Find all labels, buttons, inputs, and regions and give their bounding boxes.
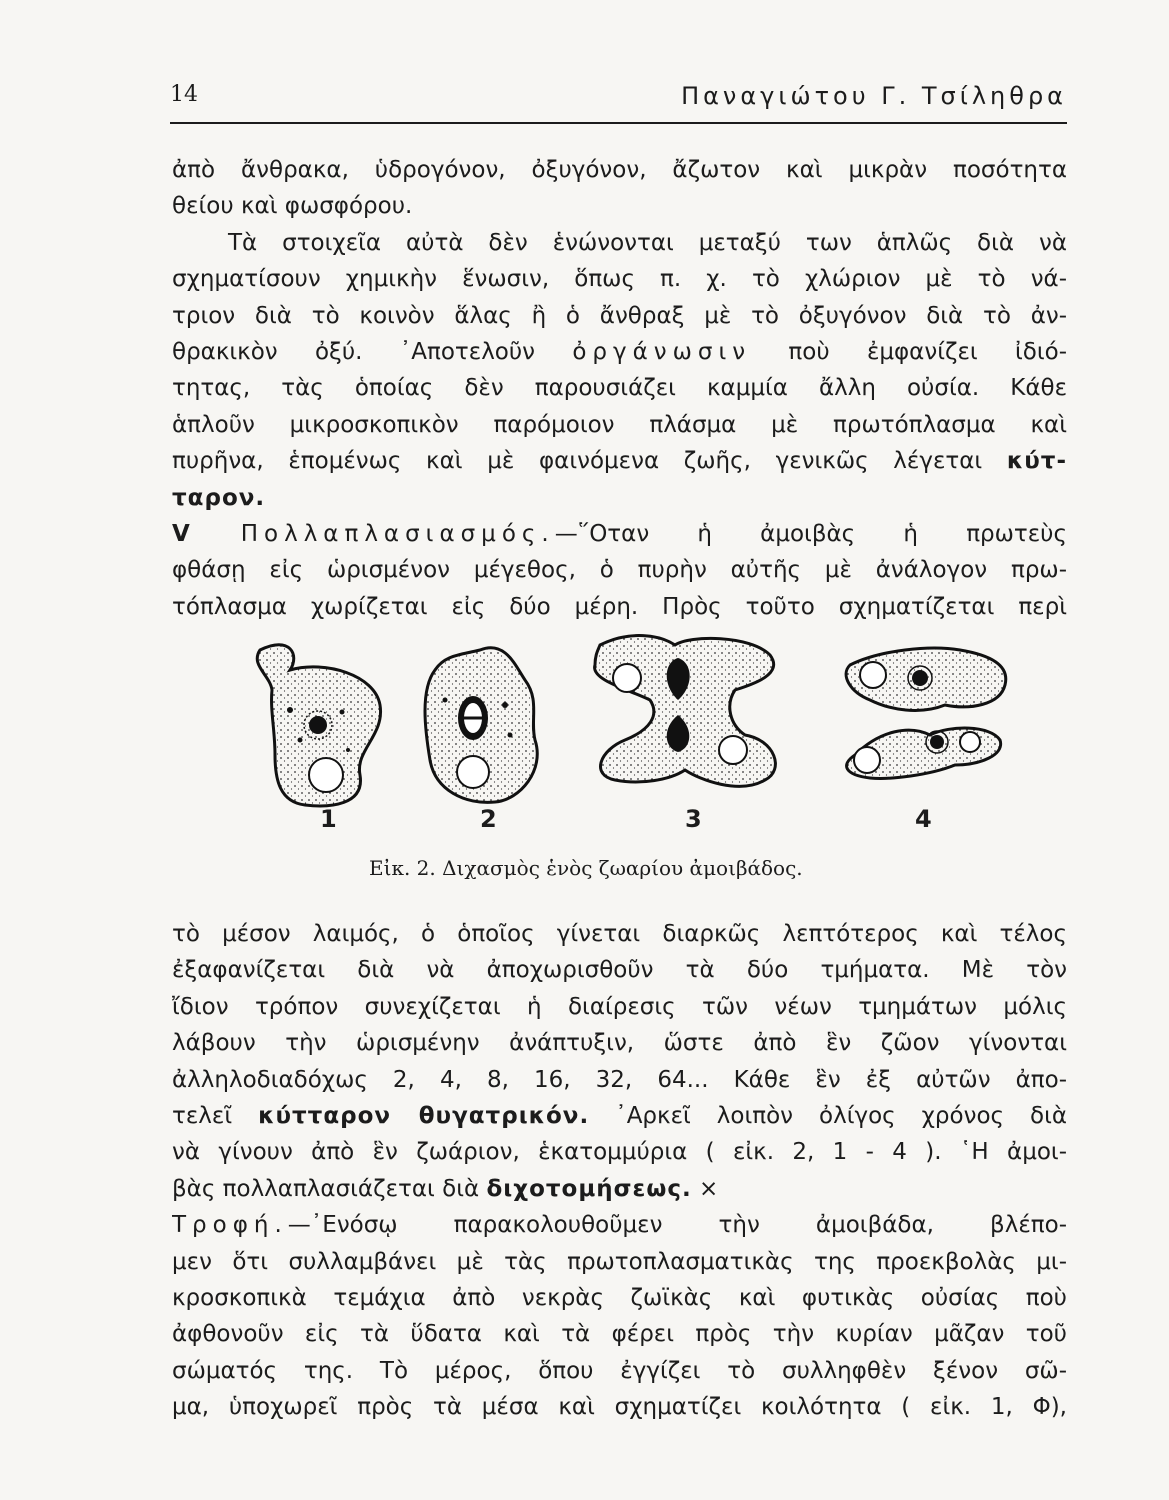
figure-illustration — [230, 630, 1030, 840]
page-number: 14 — [170, 82, 198, 107]
text-line: φθάσῃ εἰς ὡρισμένον μέγεθος, ὁ πυρὴν αὐτῆς μὲ ἀνάλογον πρω- — [172, 557, 1067, 584]
text-line — [172, 1098, 1067, 1134]
body-text-bottom — [172, 916, 1067, 1425]
text-segment: ᾿Αρκεῖ λοιπὸν ὀλίγος χρόνος διὰ — [615, 1102, 1067, 1129]
text-line: ἀφθονοῦν εἰς τὰ ὕδατα καὶ τὰ φέρει πρὸς τὴν κυρίαν μᾶζαν τοῦ — [172, 1321, 1067, 1348]
text-segment: ποὺ ἐμφανίζει ἰδιό- — [788, 338, 1067, 365]
figure-caption: Εἰκ. 2. Διχασμὸς ἑνὸς ζωαρίου ἀμοιβάδος. — [369, 856, 803, 880]
amoeba-stage-1 — [257, 645, 380, 806]
text-line: τὸ μέσον λαιμός, ὁ ὁποῖος γίνεται διαρκῶς λεπτότερος καὶ τέλος — [172, 921, 1067, 947]
text-line: σώματός της. Τὸ μέρος, ὅπου ἐγγίζει τὸ συλληφθὲν ξένον σῶ- — [172, 1357, 1067, 1384]
figure-label-3: 3 — [685, 805, 702, 833]
margin-mark: Ⅴ — [172, 520, 231, 547]
text-segment: —῞Οταν ἡ ἀμοιβὰς ἡ πρωτεὺς — [554, 520, 1067, 547]
bold-term-daughter-cell: κύτταρον θυγατρικόν. — [258, 1102, 590, 1129]
page-header — [170, 80, 1067, 120]
text-line — [172, 1171, 1067, 1207]
amoeba-stage-3 — [595, 636, 776, 787]
text-line: τητας, τὰς ὁποίας δὲν παρουσιάζει καμμία ἄλλη οὐσία. Κάθε — [172, 375, 1067, 402]
text-line: νὰ γίνουν ἀπὸ ἓν ζωάριον, ἑκατομμύρια ( εἰκ. 2, 1 - 4 ). ῾Η ἀμοι- — [172, 1139, 1067, 1166]
amoeba-stage-4-lower — [847, 728, 1001, 778]
margin-mark-cross: × — [699, 1175, 719, 1202]
text-line: κροσκοπικὰ τεμάχια ἀπὸ νεκρὰς ζωϊκὰς καὶ φυτικὰς οὐσίας ποὺ — [172, 1284, 1067, 1311]
text-line: ἀπὸ ἄνθρακα, ὑδρογόνον, ὀξυγόνον, ἄζωτον καὶ μικρὰν ποσότητα — [172, 157, 1067, 183]
text-line: μεν ὅτι συλλαμβάνει μὲ τὰς πρωτοπλασματικὰς της προεκβολὰς μι- — [172, 1248, 1067, 1275]
header-rule — [170, 122, 1067, 124]
section-heading-nutrition: Τροφή. — [172, 1212, 288, 1239]
section-heading-multiplication: Πολλαπλασιασμός. — [240, 520, 555, 547]
text-line: ἴδιον τρόπον συνεχίζεται ἡ διαίρεσις τῶν νέων τμημάτων μόλις — [172, 993, 1067, 1020]
text-line: μα, ὑποχωρεῖ πρὸς τὰ μέσα καὶ σχηματίζει κοιλότητα ( εἰκ. 1, Φ), — [172, 1394, 1067, 1421]
emphasis-organosis: ὀργάνωσιν — [572, 338, 752, 365]
text-segment: βὰς πολλαπλασιάζεται διὰ — [172, 1175, 480, 1202]
amoeba-stage-4-upper — [846, 648, 1006, 710]
text-line — [172, 334, 1067, 370]
text-segment: θρακικὸν ὀξύ. ᾿Αποτελοῦν — [172, 338, 536, 365]
bold-term-kyttaron-end: ταρον. — [172, 484, 266, 511]
text-line — [172, 480, 1067, 516]
text-line: θείου καὶ φωσφόρου. — [172, 193, 413, 220]
bold-term-kyttaron: κύτ- — [1006, 448, 1067, 475]
text-line: τόπλασμα χωρίζεται εἰς δύο μέρη. Πρὸς τοῦτο σχηματίζεται περὶ — [172, 593, 1067, 620]
amoeba-division-figure — [230, 630, 1030, 840]
text-segment: —᾿Ενόσῳ παρακολουθοῦμεν τὴν ἀμοιβάδα, βλέπο- — [287, 1212, 1067, 1239]
text-line: λάβουν τὴν ὡρισμένην ἀνάπτυξιν, ὥστε ἀπὸ ἓν ζῶον γίνονται — [172, 1030, 1067, 1057]
figure-label-4: 4 — [915, 805, 932, 833]
text-line: τριον διὰ τὸ κοινὸν ἅλας ἢ ὁ ἄνθραξ μὲ τὸ ὀξυγόνον διὰ τὸ ἀν- — [172, 302, 1067, 329]
text-line: ἀλληλοδιαδόχως 2, 4, 8, 16, 32, 64... Κάθε ἓν ἐξ αὐτῶν ἀπο- — [172, 1066, 1067, 1093]
figure-label-2: 2 — [480, 805, 497, 833]
text-line: ἁπλοῦν μικροσκοπικὸν παρόμοιον πλάσμα μὲ πρωτόπλασμα καὶ — [172, 411, 1067, 438]
body-text-top — [172, 152, 1067, 625]
amoeba-stage-2 — [425, 648, 537, 803]
text-line: ἐξαφανίζεται διὰ νὰ ἀποχωρισθοῦν τὰ δύο τμήματα. Μὲ τὸν — [172, 957, 1067, 984]
bold-term-dichotomy: διχοτομήσεως. — [486, 1175, 692, 1202]
text-segment: πυρῆνα, ἑπομένως καὶ μὲ φαινόμενα ζωῆς, γενικῶς λέγεται — [172, 448, 983, 475]
section-heading-line — [172, 516, 1067, 552]
text-line: Τὰ στοιχεῖα αὐτὰ δὲν ἑνώνονται μεταξύ των ἁπλῶς διὰ νὰ — [228, 229, 1067, 256]
running-head-author: Παναγιώτου Γ. Τσίληθρα — [681, 82, 1067, 110]
text-segment: τελεῖ — [172, 1102, 233, 1129]
text-line — [172, 443, 1067, 479]
text-line: σχηματίσουν χημικὴν ἕνωσιν, ὅπως π. χ. τὸ χλώριον μὲ τὸ νά- — [172, 266, 1067, 293]
figure-label-1: 1 — [320, 805, 337, 833]
section-heading-line — [172, 1207, 1067, 1243]
